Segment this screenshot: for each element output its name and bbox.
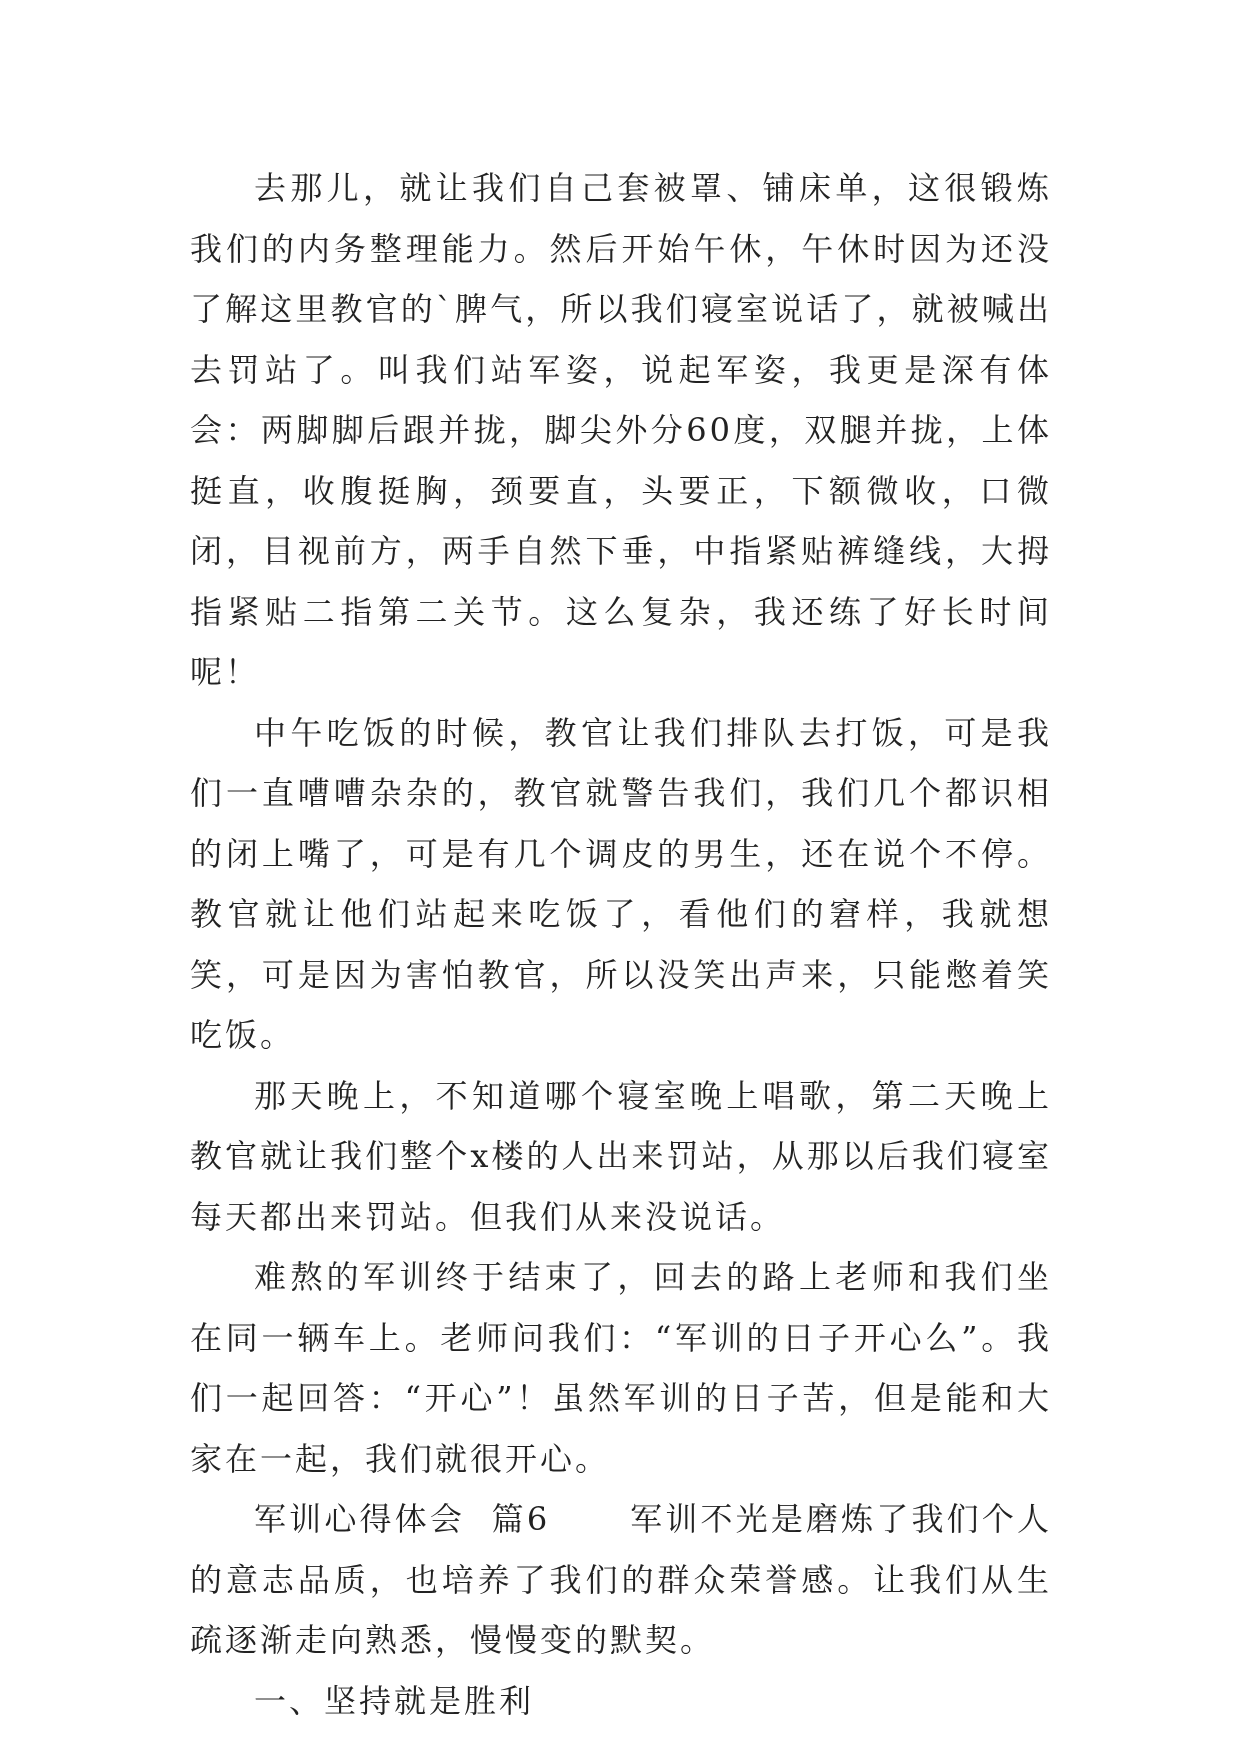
- paragraph-lunch: 中午吃饭的时候，教官让我们排队去打饭，可是我们一直嘈嘈杂杂的，教官就警告我们，我们几个都识相的闭上嘴了，可是有几个调皮的男生，还在说个不停。教官就让他们站起来吃饭了，看他们的窘样，我就想笑，可是因为害怕教官，所以没笑出声来，只能憋着笑吃饭。: [190, 713, 1052, 1054]
- paragraph-ending: 难熬的军训终于结束了，回去的路上老师和我们坐在同一辆车上。老师问我们：“军训的日子开心么”。我们一起回答：“开心”！虽然军训的日子苦，但是能和大家在一起，我们就很开心。: [190, 1258, 1052, 1478]
- section-heading-persistence: 一、坚持就是胜利: [254, 1681, 535, 1720]
- document-body: [190, 158, 1052, 1731]
- paragraph-article-6: 军训心得体会 篇6 军训不光是磨炼了我们个人的意志品质，也培养了我们的群众荣誉感。让我们从生疏逐渐走向熟悉，慢慢变的默契。: [190, 1500, 1052, 1659]
- paragraph-night: 那天晚上，不知道哪个寝室晚上唱歌，第二天晚上教官就让我们整个x楼的人出来罚站，从那以后我们寝室每天都出来罚站。但我们从来没说话。: [190, 1076, 1052, 1236]
- paragraph-dormitory: 去那儿，就让我们自己套被罩、铺床单，这很锻炼我们的内务整理能力。然后开始午休，午休时因为还没了解这里教官的`脾气，所以我们寝室说话了，就被喊出去罚站了。叫我们站军姿，说起军姿，我更是深有体会：两脚脚后跟并拢，脚尖外分60度，双腿并拢，上体挺直，收腹挺胸，颈要直，头要正，下额微收，口微闭，目视前方，两手自然下垂，中指紧贴裤缝线，大拇指紧贴二指第二关节。这么复杂，我还练了好长时间呢！: [190, 169, 1052, 691]
